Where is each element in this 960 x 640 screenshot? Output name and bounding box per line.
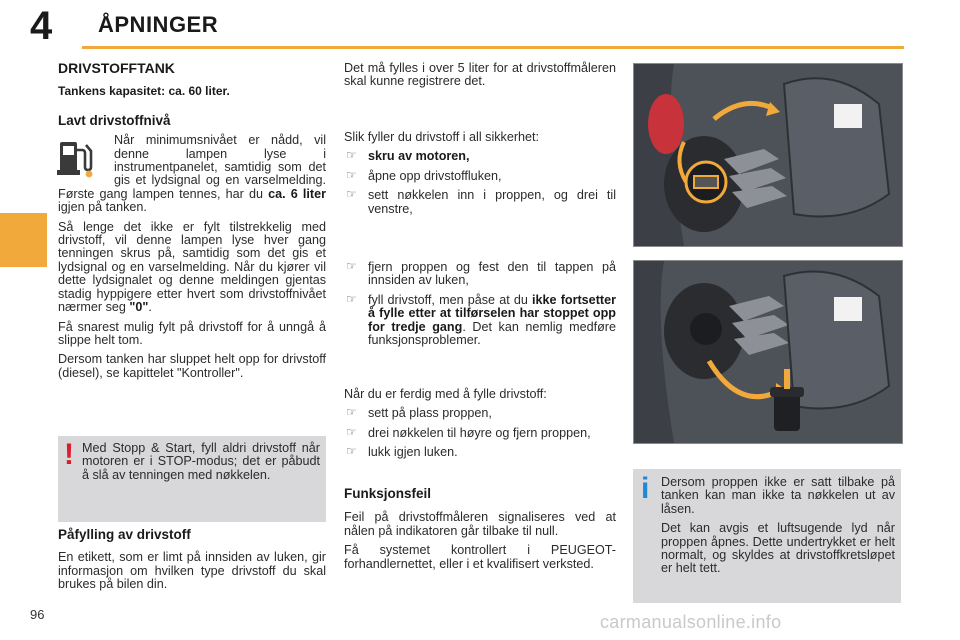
safe-intro: Slik fyller du drivstoff i all sikkerhet: xyxy=(344,130,540,144)
low-fuel-paragraph-3: Få snarest mulig fylt på drivstoff for å unngå å slippe helt tom. xyxy=(58,319,326,347)
safe-filling-list xyxy=(344,131,616,222)
list-item: ☞ fjern proppen og fest den til tappen på innsiden av luken, xyxy=(346,259,616,288)
malfunction-paragraph-1: Feil på drivstoffmåleren signaliseres ved at nålen på indikatoren går tilbake til null. xyxy=(344,510,616,538)
pointing-hand-icon: ☞ xyxy=(346,444,357,459)
refill-title: Påfylling av drivstoff xyxy=(58,527,191,542)
info-text xyxy=(661,476,895,582)
done-intro: Når du er ferdig med å fylle drivstoff: xyxy=(344,387,547,401)
header-rule xyxy=(82,46,904,49)
list-item: ☞ sett på plass proppen, xyxy=(346,405,492,421)
exclamation-icon: ! xyxy=(64,438,74,471)
warning-note xyxy=(58,436,326,522)
page-number: 96 xyxy=(30,607,45,622)
chapter-number: 4 xyxy=(30,4,53,48)
pointing-hand-icon: ☞ xyxy=(346,167,357,182)
malfunction-title: Funksjonsfeil xyxy=(344,486,432,501)
warning-text: Med Stopp & Start, fyll aldri drivstoff når motoren er i STOP-modus; det er påbudt å slå av tenningen med nøkkelen. xyxy=(82,441,320,482)
section-title: DRIVSTOFFTANK xyxy=(58,60,175,76)
after-filling-list xyxy=(344,388,616,466)
info-paragraph-2: Det kan avgis et luftsugende lyd når proppen åpnes. Dette undertrykket er helt normalt, og skyldes at drivstoffkretsløpet er helt tett. xyxy=(661,521,895,576)
fueling-list xyxy=(344,261,616,353)
low-fuel-title: Lavt drivstoffnivå xyxy=(58,112,171,128)
fuel-cap-unlock-illustration xyxy=(633,63,903,247)
watermark: carmanualsonline.info xyxy=(600,612,782,632)
malfunction-section xyxy=(344,487,616,577)
pointing-hand-icon: ☞ xyxy=(346,148,357,163)
left-column xyxy=(58,62,326,386)
pointing-hand-icon: ☞ xyxy=(346,424,357,439)
refill-text: En etikett, som er limt på innsiden av luken, gir informasjon om hvilken type drivstoff du skal brukes på bilen din. xyxy=(58,550,326,592)
list-item: ☞ fyll drivstoff, men påse at du ikke fortsetter å fylle etter at tilførselen har stoppet opp for tredje gang. Det kan nemlig medføre funksjonsproblemer. xyxy=(346,291,616,348)
list-item: ☞ sett nøkkelen inn i proppen, og drei til venstre, xyxy=(346,187,616,216)
chapter-title: ÅPNINGER xyxy=(98,12,219,37)
low-fuel-paragraph-2: Så lenge det ikke er fylt tilstrekkelig med drivstoff, vil denne lampen lyse hver gang tenningen skrus på, samtidig som det gis et lydsignal og en varselmelding. Når du kjører vil dette lydsignalet og denne meldingen gjentas stadig hyppigere etter hvert som drivstoffnivået nærmer seg "0". xyxy=(58,219,326,315)
list-item: ☞ lukk igjen luken. xyxy=(346,444,458,460)
info-paragraph-1: Dersom proppen ikke er satt tilbake på tanken kan man ikke ta nøkkelen ut av låsen. xyxy=(661,475,895,516)
middle-intro: Det må fylles i over 5 liter for at drivstoffmåleren skal kunne registrere det. xyxy=(344,61,616,89)
info-note xyxy=(633,469,901,603)
fuel-cap-removal-illustration xyxy=(633,260,903,444)
tank-capacity: Tankens kapasitet: ca. 60 liter. xyxy=(58,84,230,99)
pointing-hand-icon: ☞ xyxy=(346,291,357,306)
list-item: ☞ skru av motoren, xyxy=(346,148,470,164)
list-item: ☞ åpne opp drivstoffluken, xyxy=(346,167,502,183)
info-icon: i xyxy=(641,472,650,505)
refill-section xyxy=(58,528,326,598)
low-fuel-paragraph-4: Dersom tanken har sluppet helt opp for drivstoff (diesel), se kapittelet "Kontroller". xyxy=(58,352,326,380)
fuel-pump-warning-icon xyxy=(56,136,110,180)
malfunction-paragraph-2: Få systemet kontrollert i PEUGEOT-forhandlernettet, eller i et kvalifisert verksted. xyxy=(344,543,616,571)
pointing-hand-icon: ☞ xyxy=(346,187,357,202)
pointing-hand-icon: ☞ xyxy=(346,259,357,273)
list-item: ☞ drei nøkkelen til høyre og fjern proppen, xyxy=(346,424,591,440)
low-fuel-paragraph-1: Når minimumsnivået er nådd, vil denne lampen lyse i instrumentpanelet, samtidig som det gis et lydsignal og en varselmelding. Første gang lampen tennes, har du ca. 6 liter igjen på tanken. xyxy=(58,133,326,215)
pointing-hand-icon: ☞ xyxy=(346,405,357,420)
chapter-side-tab xyxy=(0,213,47,267)
